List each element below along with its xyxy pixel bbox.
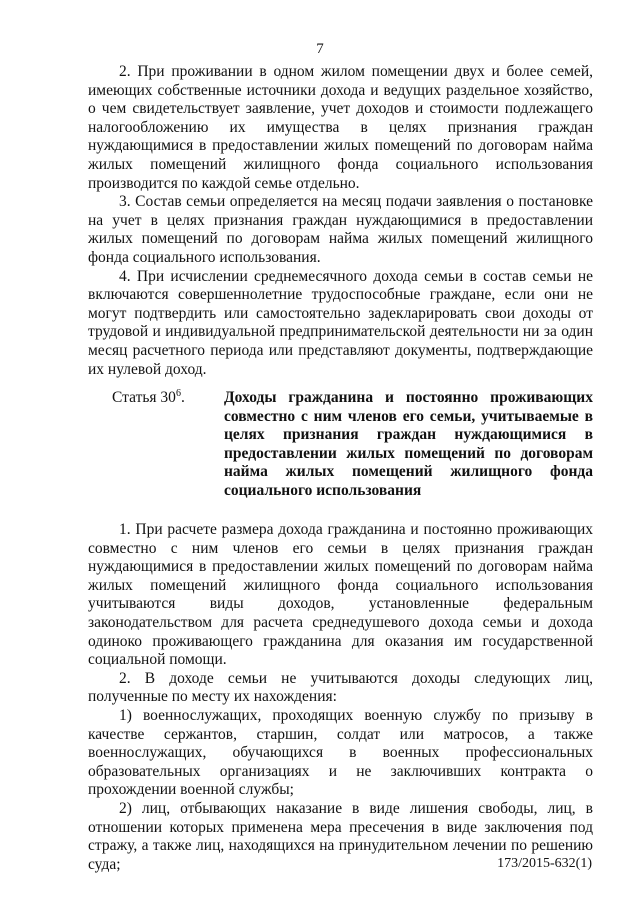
article-paragraph-1: 1. При расчете размера дохода гражданина и постоянно проживающих совместно с ним членов его семьи в целях признания граждан нуждающимися в предоставлении жилых помещений по договорам найма жилых помещений жилищного фонда социального использования учитываются виды доходов, установленные федеральным законодательством для расчета среднедушевого дохода семьи и дохода одиноко проживающего гражданина для оказания им государственной социальной помощи. [88,521,593,669]
article-subitem-1: 1) военнослужащих, проходящих военную службу по призыву в качестве сержантов, старшин, солдат или матросов, а также военнослужащих, обучающихся в военных профессиональных образовательных организациях и не заключивших контракта о прохождении военной службы; [88,706,593,799]
section-part-1 [88,63,593,379]
article-label-suffix: . [180,389,185,406]
paragraph-2: 2. При проживании в одном жилом помещении двух и более семей, имеющих собственные источники дохода и ведущих раздельное хозяйство, о чем свидетельствует заявление, учет доходов и стоимости подлежащего налогообложению их имущества в целях признания граждан нуждающимися в предоставлении жилых помещений по договорам найма жилых помещений жилищного фонда социального использования производится по каждой семье отдельно. [88,63,593,192]
section-part-2 [88,521,593,874]
paragraph-3: 3. Состав семьи определяется на месяц подачи заявления о постановке на учет в целях признания граждан нуждающимися в предоставлении жилых помещений по договорам найма жилых помещений жилищного фонда социального использования. [88,193,593,266]
article-title: Доходы гражданина и постоянно проживающих совместно с ним членов его семьи, учитываемые в целях признания граждан нуждающимися в предоставлении жилых помещений по договорам найма жилых помещений жилищного фонда социального использования [224,389,593,499]
paragraph-4: 4. При исчислении среднемесячного дохода семьи в состав семьи не включаются совершеннолетние трудоспособные граждане, если они не могут подтвердить или самостоятельно задекларировать свои доходы от трудовой и индивидуальной предпринимательской деятельности ни за один месяц расчетного периода или представляют документы, подтверждающие их нулевой доход. [88,267,593,378]
page-number: 7 [316,41,324,57]
article-paragraph-2: 2. В доходе семьи не учитываются доходы следующих лиц, полученные по месту их нахождения: [88,669,593,706]
article-label [112,389,222,408]
article-subitem-2: 2) лиц, отбывающих наказание в виде лишения свободы, лиц, в отношении которых применена мера пресечения в виде заключения под стражу, а также лиц, находящихся на принудительном лечении по решению суда; [88,799,593,873]
article-label-text: Статья 30 [112,389,176,406]
article-label-superscript: 6 [175,387,181,399]
document-code: 173/2015-632(1) [497,856,592,871]
article-heading [112,389,593,501]
